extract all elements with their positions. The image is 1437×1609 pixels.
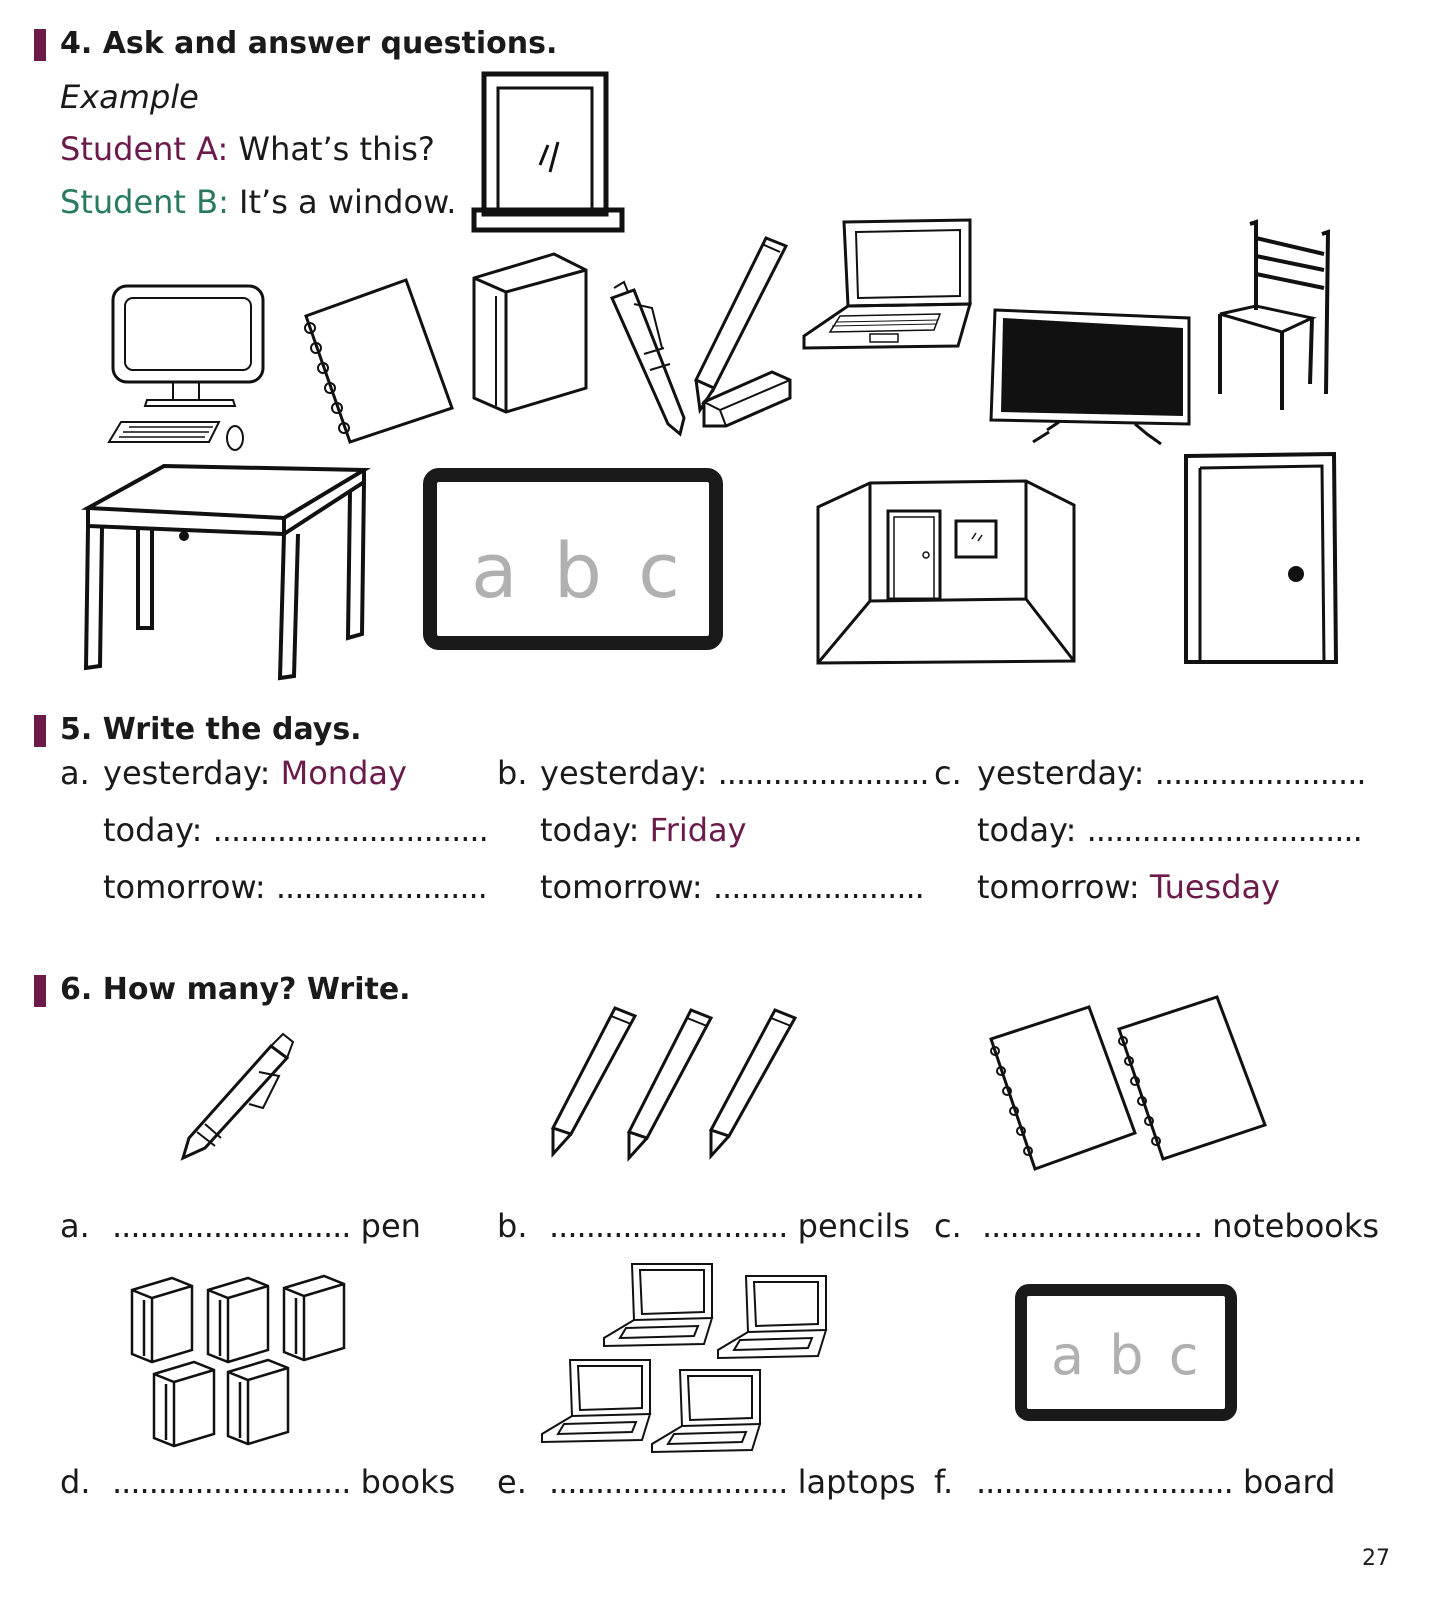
section-6-heading: 6. How many? Write. [60,972,411,1007]
tomorrow-answer: Tuesday [1149,868,1281,906]
today-answer: Friday [649,811,747,849]
days-c-today [977,811,1362,849]
example-line-b [60,183,456,221]
count-a-letter: a. [60,1207,90,1245]
book-illustration [468,248,593,418]
count-e-blank[interactable]: .......................... [549,1463,788,1501]
count-c-blank[interactable]: ........................ [982,1207,1203,1245]
count-c-line [982,1207,1379,1245]
tomorrow-label: tomorrow: [103,868,266,906]
count-f-blank[interactable]: ............................ [976,1463,1233,1501]
yesterday-label: yesterday: [977,754,1145,792]
tomorrow-label: tomorrow: [540,868,703,906]
small-board-letters: a b c [1051,1324,1203,1387]
count-a-line [112,1207,421,1245]
window-illustration [470,70,630,240]
classroom-illustration [812,475,1080,670]
days-b-today [540,811,747,849]
days-a-yesterday [103,754,407,792]
desk-illustration [80,460,375,685]
speaker-a: Student A: [60,130,229,168]
count-a-blank[interactable]: .......................... [112,1207,351,1245]
count-b [497,1207,527,1245]
section-4-marker [34,29,46,61]
days-a-today [103,811,488,849]
yesterday-label: yesterday: [540,754,708,792]
count-d-line [112,1463,455,1501]
door-illustration [1180,450,1345,670]
computer-illustration [105,282,270,457]
five-books-illustration [128,1272,353,1452]
count-c [934,1207,962,1245]
speaker-b: Student B: [60,183,229,221]
count-f-noun: board [1242,1463,1336,1501]
count-e-letter: e. [497,1463,527,1501]
count-e-noun: laptops [797,1463,916,1501]
count-e-line [549,1463,916,1501]
example-line-a [60,130,435,168]
today-blank[interactable]: .............................. [212,811,488,849]
section-4-heading: 4. Ask and answer questions. [60,26,558,61]
example-label: Example [60,78,199,116]
chair-illustration [1212,214,1337,419]
days-b-yesterday [540,754,929,792]
count-a-noun: pen [360,1207,421,1245]
days-c-letter: c. [934,754,962,792]
section-5-marker [34,715,46,747]
count-b-blank[interactable]: .......................... [549,1207,788,1245]
count-d-blank[interactable]: .......................... [112,1463,351,1501]
count-d-noun: books [360,1463,456,1501]
two-notebooks-illustration [985,993,1270,1173]
section-6-marker [34,975,46,1007]
yesterday-answer: Monday [280,754,407,792]
today-blank[interactable]: .............................. [1086,811,1362,849]
board-illustration [423,468,723,650]
days-c-tomorrow [977,868,1280,906]
count-d [60,1463,90,1501]
count-b-line [549,1207,910,1245]
count-a [60,1207,90,1245]
days-a-tomorrow [103,868,487,906]
count-b-noun: pencils [797,1207,910,1245]
count-f-line [976,1463,1335,1501]
yesterday-blank[interactable]: ....................... [717,754,929,792]
four-laptops-illustration [540,1258,830,1463]
tv-illustration [985,306,1200,451]
days-b-letter: b. [497,754,528,792]
page-number: 27 [1362,1546,1390,1571]
today-label: today: [103,811,203,849]
count-f [934,1463,953,1501]
three-pencils-illustration [545,1002,805,1162]
tomorrow-label: tomorrow: [977,868,1140,906]
count-f-letter: f. [934,1463,954,1501]
single-pen-illustration [175,1028,305,1163]
section-5-heading: 5. Write the days. [60,712,362,747]
line-a-text: What’s this? [238,130,435,168]
tomorrow-blank[interactable]: ....................... [275,868,487,906]
small-board-illustration [1015,1284,1237,1421]
days-a-letter: a. [60,754,90,792]
yesterday-label: yesterday: [103,754,271,792]
count-c-letter: c. [934,1207,962,1245]
today-label: today: [540,811,640,849]
count-b-letter: b. [497,1207,528,1245]
count-c-noun: notebooks [1212,1207,1380,1245]
line-b-text: It’s a window. [239,183,457,221]
yesterday-blank[interactable]: ....................... [1154,754,1366,792]
notebook-illustration [298,276,458,448]
pen-illustration [600,278,690,438]
tomorrow-blank[interactable]: ....................... [712,868,924,906]
days-b-tomorrow [540,868,924,906]
today-label: today: [977,811,1077,849]
pencil-eraser-illustration [690,230,800,440]
count-d-letter: d. [60,1463,91,1501]
board-letters: a b c [471,526,686,615]
count-e [497,1463,527,1501]
laptop-illustration [800,214,980,359]
days-c-yesterday [977,754,1366,792]
